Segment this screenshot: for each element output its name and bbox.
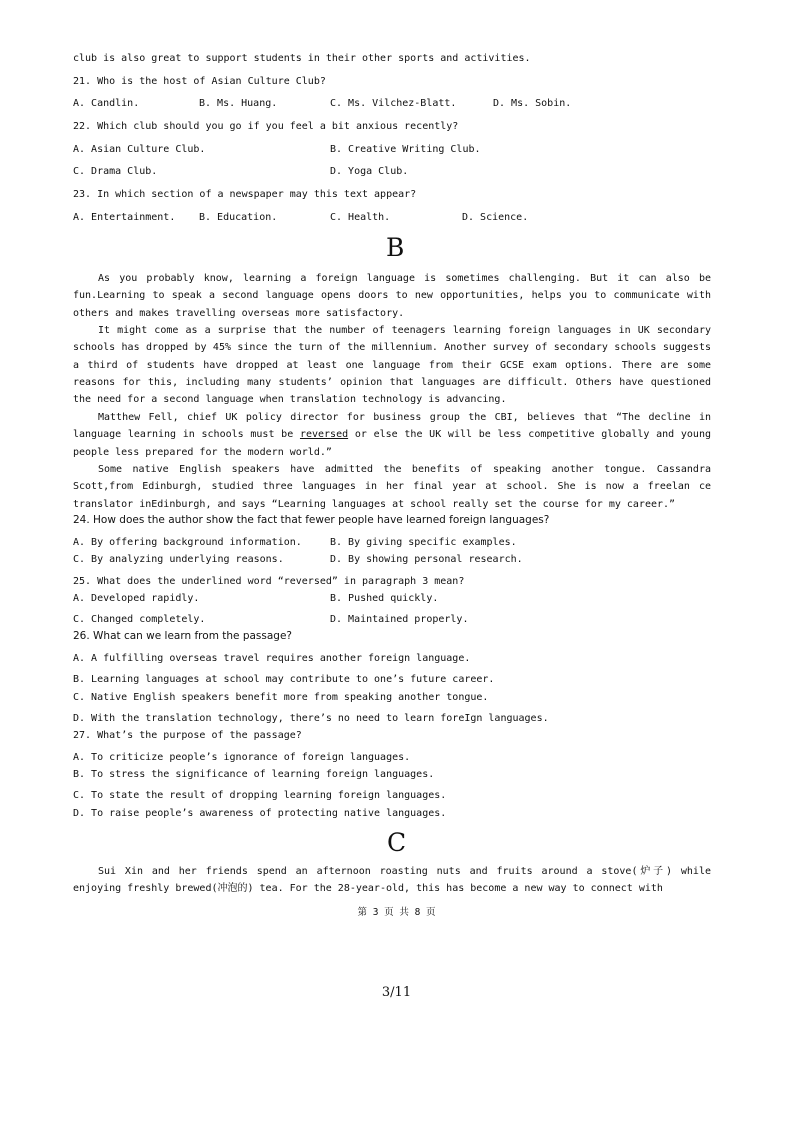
passage-b-paragraph-1: As you probably know, learning a foreign language is sometimes challenging. But it can also be fun.Learning to speak a second language opens doors to new opportunities, helps you to communicate with others and makes travelling overseas more satisfactory.: [73, 273, 711, 319]
question-22-option-c: C. Drama Club.: [73, 166, 158, 177]
question-21-option-d: D. Ms. Sobin.: [493, 98, 572, 109]
question-27-option-b: B. To stress the significance of learning foreign languages.: [73, 769, 435, 780]
passage-b-paragraph-2: It might come as a surprise that the number of teenagers learning foreign languages in UK secondary schools has dropped by 45% since the turn of the millennium. Another survey of secondary schools suggests a third of students have dropped at least one language from their GCSE exam options. There are some reasons for this, including many students’ opinion that languages are difficult. Others have questioned the need for a second language when translation technology is advancing.: [73, 325, 711, 406]
question-21-option-b: B. Ms. Huang.: [199, 98, 278, 109]
question-23-option-d: D. Science.: [462, 212, 529, 223]
question-23-option-b: B. Education.: [199, 212, 278, 223]
section-heading-b: B: [386, 233, 405, 262]
question-21-option-a: A. Candlin.: [73, 98, 140, 109]
question-21-option-c: C. Ms. Vilchez-Blatt.: [330, 98, 457, 109]
question-22-option-a: A. Asian Culture Club.: [73, 144, 206, 155]
question-26-option-a: A. A fulfilling overseas travel requires another foreign language.: [73, 653, 471, 664]
question-22-stem: 22. Which club should you go if you feel a bit anxious recently?: [73, 121, 459, 132]
question-21-stem: 21. Who is the host of Asian Culture Club?: [73, 76, 326, 87]
section-heading-c: C: [387, 828, 407, 857]
question-23-option-c: C. Health.: [330, 212, 391, 223]
question-27-option-a: A. To criticize people’s ignorance of foreign languages.: [73, 752, 411, 763]
question-24-option-a: A. By offering background information.: [73, 537, 302, 548]
question-25-option-c: C. Changed completely.: [73, 614, 206, 625]
question-23-option-a: A. Entertainment.: [73, 212, 176, 223]
question-24-option-c: C. By analyzing underlying reasons.: [73, 554, 284, 565]
question-22-option-d: D. Yoga Club.: [330, 166, 409, 177]
continuation-line: club is also great to support students in their other sports and activities.: [73, 53, 531, 64]
question-25-option-d: D. Maintained properly.: [330, 614, 469, 625]
question-27-stem: 27. What’s the purpose of the passage?: [73, 730, 302, 741]
question-25-stem: 25. What does the underlined word “reversed” in paragraph 3 mean?: [73, 576, 465, 587]
question-24-option-b: B. By giving specific examples.: [330, 537, 517, 548]
question-26-option-d: D. With the translation technology, there’s no need to learn foreIgn languages.: [73, 713, 549, 724]
page-number: 第 3 页 共 8 页: [357, 907, 436, 918]
question-24-option-d: D. By showing personal research.: [330, 554, 523, 565]
question-26-stem: 26. What can we learn from the passage?: [73, 630, 292, 642]
question-27-option-c: C. To state the result of dropping learning foreign languages.: [73, 790, 447, 801]
question-26-option-c: C. Native English speakers benefit more from speaking another tongue.: [73, 692, 489, 703]
passage-c-paragraph-1: Sui Xin and her friends spend an afternoon roasting nuts and fruits around a stove(炉子) while enjoying freshly brewed(冲泡的) tea. For the 28-year-old, this has become a new way to connect with: [73, 866, 711, 895]
paragraph-3-text-end: or else the UK will be less competitive globally and young people less prepared for the modern world.”: [73, 429, 711, 458]
question-22-option-b: B. Creative Writing Club.: [330, 144, 481, 155]
question-23-stem: 23. In which section of a newspaper may this text appear?: [73, 189, 417, 200]
page-footer: 3/11: [381, 985, 412, 1000]
question-25-option-a: A. Developed rapidly.: [73, 593, 200, 604]
passage-b-paragraph-4: Some native English speakers have admitted the benefits of speaking another tongue. Cassandra Scott,from Edinburgh, studied three languages in her final year at school. She is now a freelan ce translator inEdinburgh, and says “Learning languages at school really set the course for my career.”: [73, 464, 711, 510]
question-27-option-d: D. To raise people’s awareness of protecting native languages.: [73, 808, 447, 819]
passage-b-paragraph-3: [73, 409, 711, 461]
paragraph-3-text-start: Matthew Fell, chief UK policy director for business group the CBI, believes that “The decline in language learning in schools must be: [73, 412, 711, 441]
question-24-stem: 24. How does the author show the fact that fewer people have learned foreign languages?: [73, 514, 550, 526]
underlined-word-reversed: reversed: [299, 429, 349, 441]
question-26-option-b: B. Learning languages at school may contribute to one’s future career.: [73, 674, 495, 685]
question-25-option-b: B. Pushed quickly.: [330, 593, 439, 604]
